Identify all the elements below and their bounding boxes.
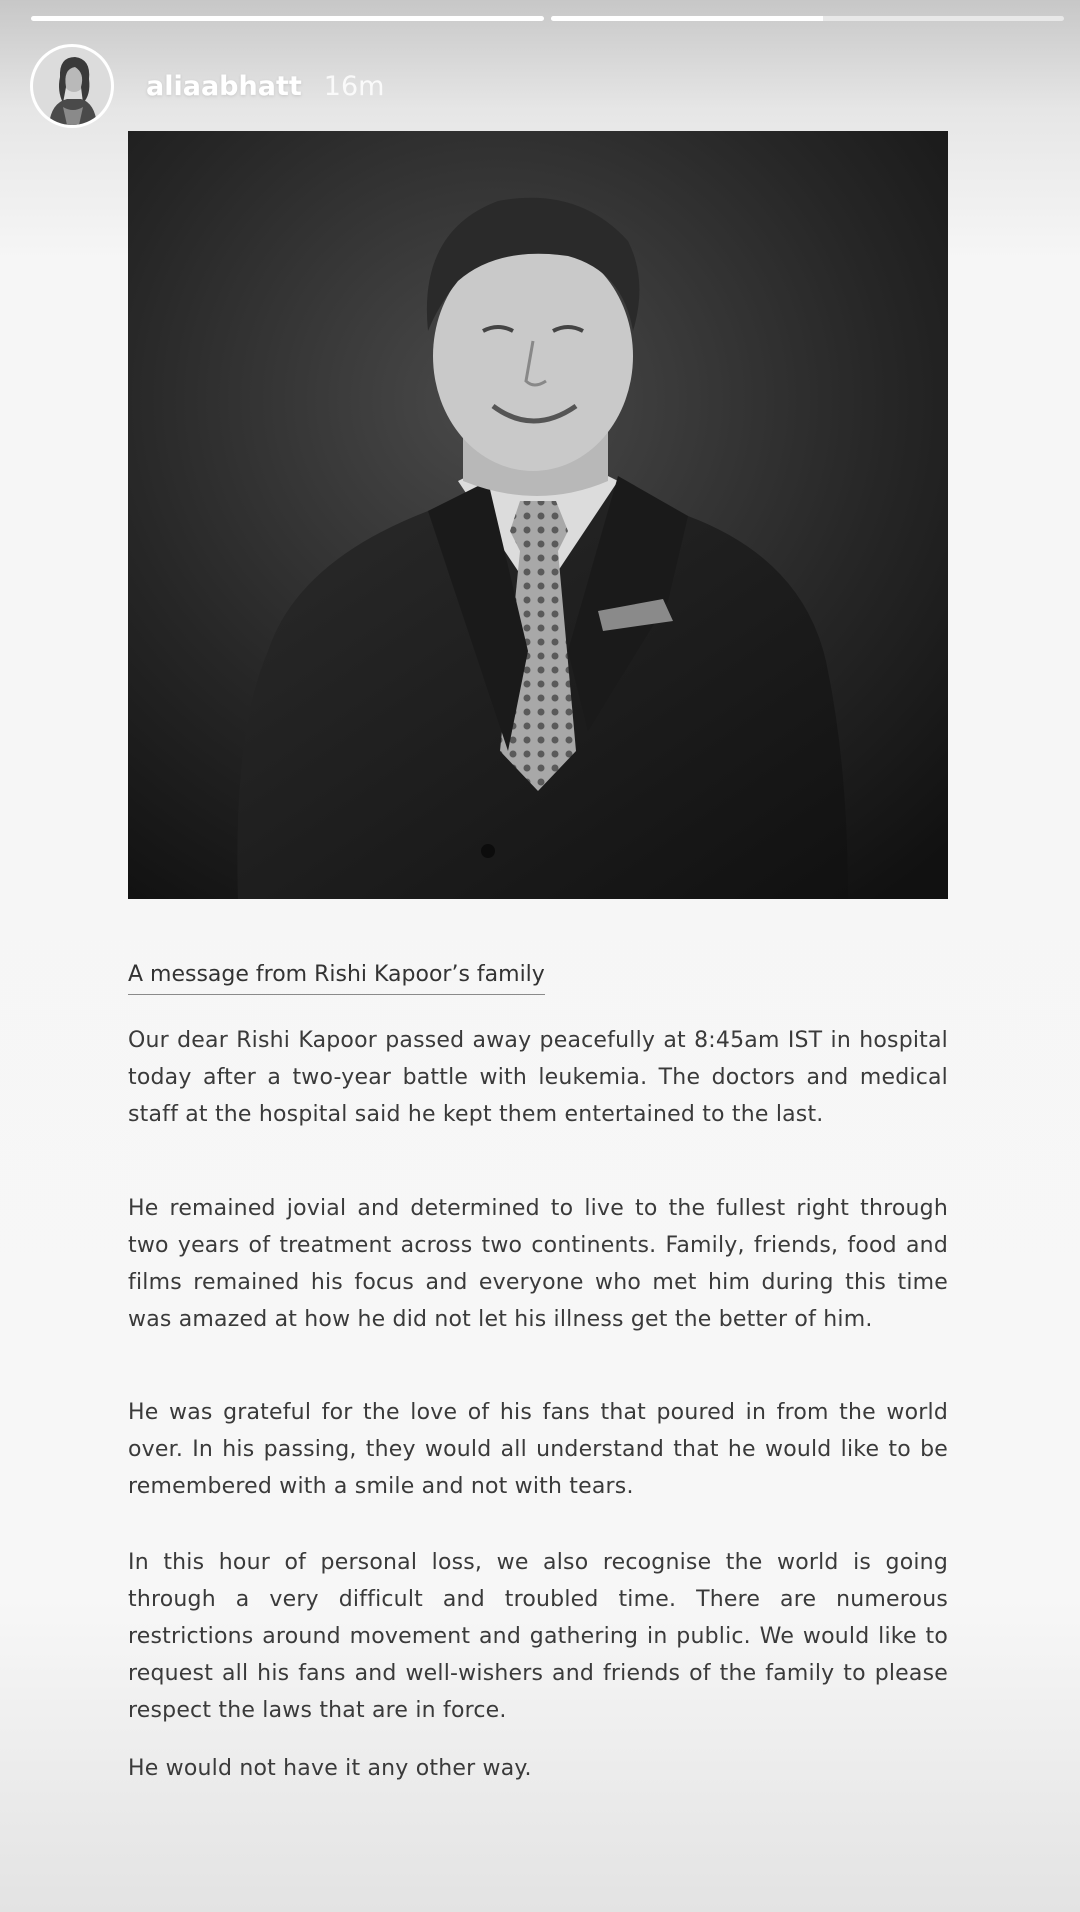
progress-fill [31, 16, 544, 21]
profile-photo-icon [33, 47, 111, 125]
timestamp: 16m [323, 70, 385, 102]
portrait-photo-icon [128, 131, 948, 899]
username[interactable]: aliaabhatt [146, 70, 302, 102]
story-header [30, 44, 384, 128]
message-heading: A message from Rishi Kapoor’s family [128, 962, 545, 995]
story-progress-bar [31, 16, 1064, 21]
message-paragraph: Our dear Rishi Kapoor passed away peacefully at 8:45am IST in hospital today after a two-year battle with leukemia. The doctors and medical staff at the hospital said he kept them entertained to the last. [128, 1028, 948, 1127]
message-paragraph: He remained jovial and determined to live to the fullest right through two years of treatment across two continents. Family, friends, food and films remained his focus and everyone who met him during this time was amazed at how he did not let his illness get the better of him. [128, 1196, 948, 1332]
progress-segment [551, 16, 1064, 21]
portrait-photo [128, 131, 948, 899]
avatar[interactable] [30, 44, 114, 128]
progress-fill [551, 16, 823, 21]
message-text-block [128, 962, 948, 1781]
message-paragraph: He was grateful for the love of his fans that poured in from the world over. In his passing, they would all understand that he would like to be remembered with a smile and not with tears. [128, 1400, 948, 1499]
message-paragraph: He would not have it any other way. [128, 1756, 532, 1781]
progress-segment [31, 16, 544, 21]
message-paragraph: In this hour of personal loss, we also recognise the world is going through a very difficult and troubled time. There are numerous restrictions around movement and gathering in public. We would like to request all his fans and well-wishers and friends of the family to please respect the laws that are in force. [128, 1550, 948, 1723]
